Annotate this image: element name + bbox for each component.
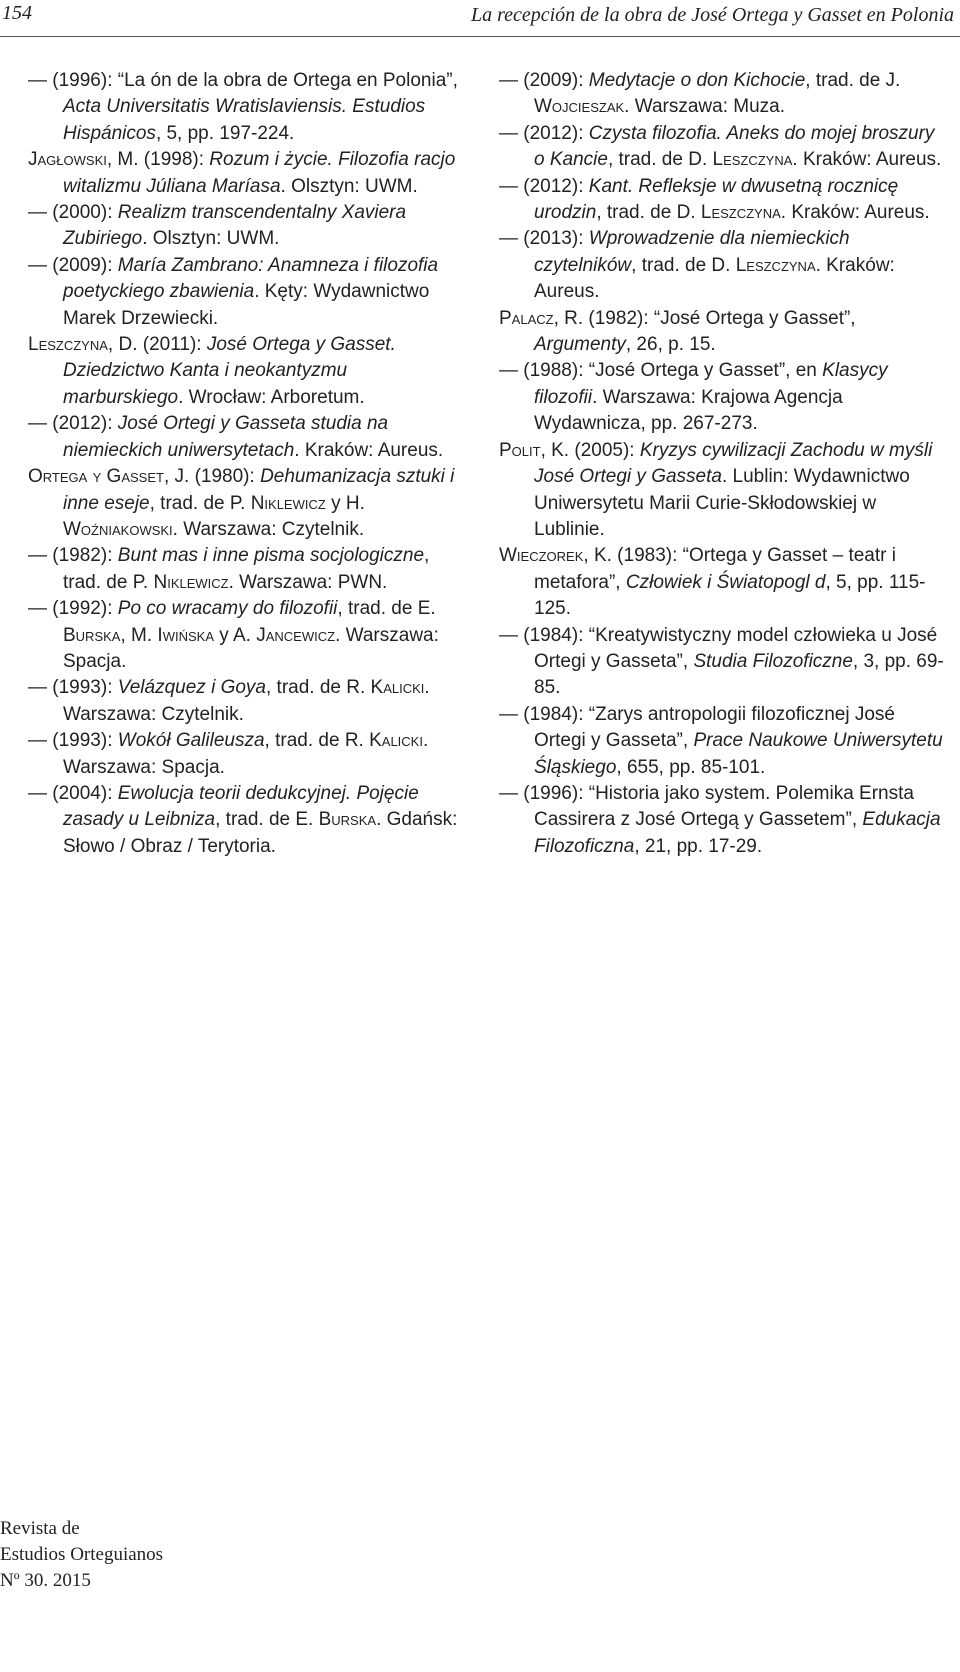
bib-entry: — (1982): Bunt mas i inne pisma socjologiczne, trad. de P. Niklewicz. Warszawa: PWN. <box>28 545 430 593</box>
bib-entry: — (1993): Wokół Galileusza, trad. de R. Kalicki. Warszawa: Spacja. <box>28 730 429 778</box>
journal-footer <box>0 1516 163 1594</box>
footer-line: Nº 30. 2015 <box>0 1570 91 1591</box>
running-title: La recepción de la obra de José Ortega y Gasset en Polonia <box>470 4 954 26</box>
bib-entry: — (2009): María Zambrano: Anamneza i filozofia poetyckiego zbawienia. Kęty: Wydawnictwo Marek Drzewiecki. <box>28 254 439 329</box>
bib-entry: Ortega y Gasset, J. (1980): Dehumanizacja sztuki i inne eseje, trad. de P. Niklewicz y H. Woźniakowski. Warszawa: Czytelnik. <box>28 466 455 540</box>
bib-entry: — (2009): Medytacje o don Kichocie, trad. de J. Wojcieszak. Warszawa: Muza. <box>499 70 901 118</box>
bib-entry: Wieczorek, K. (1983): “Ortega y Gasset – teatr i metafora”, Człowiek i Światopogl d, 5, pp. 115-125. <box>499 545 926 620</box>
bib-entry: — (2013): Wprowadzenie dla niemieckich czytelników, trad. de D. Leszczyna. Kraków: Aureus. <box>499 228 895 303</box>
bib-entry: — (1988): “José Ortega y Gasset”, en Klasycy filozofii. Warszawa: Krajowa Agencja Wydawnicza, pp. 267-273. <box>499 360 888 435</box>
page-header <box>0 0 960 34</box>
bib-entry: — (1996): “Historia jako system. Polemika Ernsta Cassirera z José Ortegą y Gassetem”, Edukacja Filozoficzna, 21, pp. 17-29. <box>499 782 941 857</box>
bib-entry: — (1996): “La ón de la obra de Ortega en Polonia”, Acta Universitatis Wratislaviensis. Estudios Hispánicos, 5, pp. 197-224. <box>28 70 458 144</box>
header-rule <box>0 36 960 37</box>
bib-entry: — (2012): Czysta filozofia. Aneks do mojej broszury o Kancie, trad. de D. Leszczyna. Kraków: Aureus. <box>499 122 942 171</box>
footer-line: Revista de <box>0 1518 80 1539</box>
bibliography-right-column <box>499 68 945 860</box>
bib-entry: Jagłowski, M. (1998): Rozum i życie. Filozofia racjo witalizmu Júliana Maríasa. Olsztyn: UWM. <box>28 149 456 197</box>
page-number: 154 <box>2 2 32 24</box>
bib-entry: — (2012): Kant. Refleksje w dwusetną rocznicę urodzin, trad. de D. Leszczyna. Kraków: Aureus. <box>499 175 930 224</box>
bib-entry: Leszczyna, D. (2011): José Ortega y Gasset. Dziedzictwo Kanta i neokantyzmu marburskiego. Wrocław: Arboretum. <box>28 334 396 408</box>
bibliography-left-column <box>28 68 468 860</box>
bib-entry: — (1993): Velázquez i Goya, trad. de R. Kalicki. Warszawa: Czytelnik. <box>28 677 430 725</box>
bib-entry: Polit, K. (2005): Kryzys cywilizacji Zachodu w myśli José Ortegi y Gasseta. Lublin: Wydawnictwo Uniwersytetu Marii Curie-Skłodowskiej w Lublinie. <box>499 439 933 540</box>
bib-entry: — (2000): Realizm transcendentalny Xaviera Zubiriego. Olsztyn: UWM. <box>28 202 407 250</box>
bib-entry: — (2012): José Ortegi y Gasseta studia na niemieckich uniwersytetach. Kraków: Aureus. <box>28 413 444 461</box>
bib-entry: — (2004): Ewolucja teorii dedukcyjnej. Pojęcie zasady u Leibniza, trad. de E. Burska. Gdańsk: Słowo / Obraz / Terytoria. <box>28 782 458 857</box>
footer-line: Estudios Orteguianos <box>0 1544 164 1565</box>
bib-entry: — (1984): “Kreatywistyczny model człowieka u José Ortegi y Gasseta”, Studia Filozoficzne, 3, pp. 69-85. <box>499 624 944 699</box>
bib-entry: — (1984): “Zarys antropologii filozoficznej José Ortegi y Gasseta”, Prace Naukowe Uniwersytetu Śląskiego, 655, pp. 85-101. <box>499 703 943 778</box>
bib-entry: Palacz, R. (1982): “José Ortega y Gasset”, Argumenty, 26, p. 15. <box>499 307 856 356</box>
bib-entry: — (1992): Po co wracamy do filozofii, trad. de E. Burska, M. Iwińska y A. Jancewicz. Warszawa: Spacja. <box>28 598 439 672</box>
